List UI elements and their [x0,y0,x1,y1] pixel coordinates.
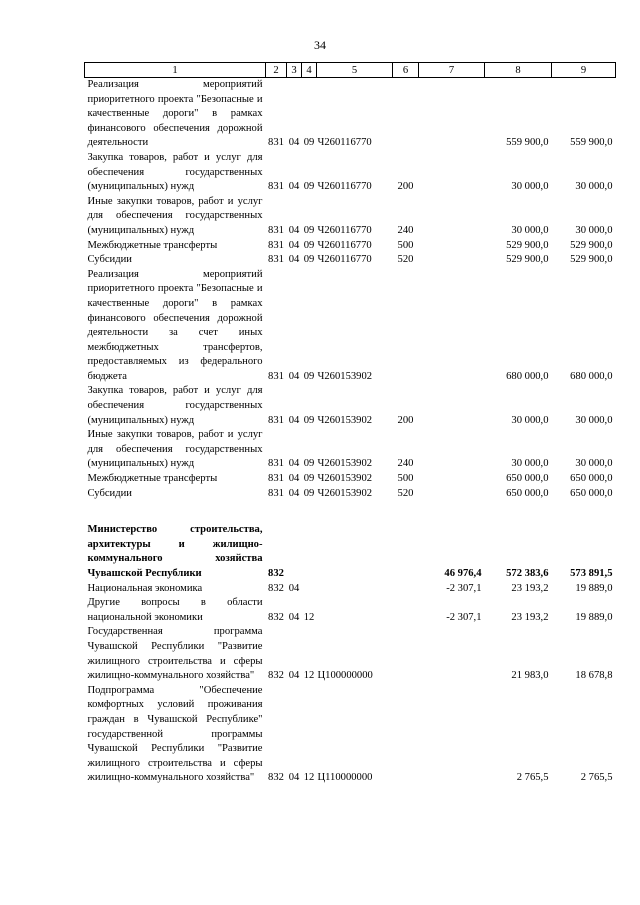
cell-rz [287,523,302,581]
cell-rz: 04 [288,473,300,485]
cell-sum-8: 572 383,6 [506,568,549,579]
cell-vr: 500 [397,239,414,251]
cell-sum-7 [419,239,485,254]
row-name: Межбюджетные трансферты [87,473,218,485]
cell-sum-8: 650 000,0 [506,487,549,499]
cell-gr: 831 [268,487,284,499]
cell-sum-9: 30 000,0 [575,458,613,470]
cell-sum-8: 529 900,0 [506,254,549,266]
cell-pr: 09 [303,458,315,470]
cell-gr: 831 [268,370,284,382]
cell-sum-7 [419,253,485,268]
cell-csr [317,523,393,581]
row-name: Субсидии [87,487,132,499]
cell-vr [393,523,419,581]
cell-pr: 09 [303,370,315,382]
cell-vr [393,684,419,786]
row-name: Закупка товаров, работ и услуг для обеспечения государственных (муниципальных) нужд [87,151,263,193]
cell-sum-7 [419,195,485,239]
header-cell: 2 [266,63,287,78]
cell-sum-8: 2 765,5 [516,772,549,784]
table-row [85,384,616,428]
cell-sum-8: 529 900,0 [506,239,549,251]
cell-rz: 04 [288,414,300,426]
cell-rz: 04 [288,611,300,623]
cell-csr: Ч260153902 [317,487,373,499]
cell-sum-8: 23 193,2 [511,582,549,594]
cell-sum-8: 30 000,0 [511,181,549,193]
spacer-row [85,501,616,523]
table-row [85,268,616,385]
cell-rz: 04 [288,582,300,594]
cell-gr: 831 [268,137,284,149]
cell-sum-9: 573 891,5 [570,568,613,579]
header-cell: 4 [302,63,317,78]
cell-sum-9: 30 000,0 [575,224,613,236]
table-row [85,684,616,786]
cell-sum-9: 559 900,0 [570,137,613,149]
cell-gr: 832 [268,568,284,579]
cell-sum-7 [419,151,485,195]
row-name: Подпрограмма "Обеспечение комфортных условий проживания граждан в Чувашской Республике" государственной программы Чувашской Республики "Развитие жилищного строительства и сферы жилищно-коммунального хозяйства" [87,684,263,784]
cell-pr: 12 [303,670,315,682]
cell-vr: 500 [397,473,414,485]
table-row [85,625,616,683]
cell-sum-9: 529 900,0 [570,239,613,251]
cell-sum-8: 21 983,0 [511,670,549,682]
cell-csr [317,596,393,625]
row-name: Государственная программа Чувашской Республики "Развитие жилищного строительства и сферы жилищно-коммунального хозяйства" [87,626,263,682]
cell-rz: 04 [288,254,300,266]
table-body [85,78,616,786]
table-row [85,582,616,597]
row-name: Субсидии [87,254,132,266]
cell-vr: 520 [397,487,414,499]
cell-rz: 04 [288,137,300,149]
cell-sum-7 [419,78,485,151]
cell-sum-8: 650 000,0 [506,473,549,485]
table-row [85,239,616,254]
cell-sum-8: 30 000,0 [511,458,549,470]
cell-csr [317,582,393,597]
cell-vr: 240 [397,458,414,470]
cell-rz: 04 [288,370,300,382]
cell-vr [393,268,419,385]
cell-vr: 200 [397,414,414,426]
cell-vr [393,78,419,151]
cell-sum-9: 19 889,0 [575,582,613,594]
cell-pr: 09 [303,181,315,193]
cell-pr: 09 [303,487,315,499]
cell-pr: 09 [303,137,315,149]
table-row [85,472,616,487]
cell-csr: Ч260153902 [317,414,373,426]
cell-sum-9: 529 900,0 [570,254,613,266]
cell-csr: Ц100000000 [317,670,373,682]
cell-rz: 04 [288,487,300,499]
page-number: 34 [314,38,326,52]
header-cell: 7 [419,63,485,78]
header-cell: 5 [317,63,393,78]
header-cell: 8 [485,63,552,78]
header-cell: 1 [85,63,266,78]
cell-sum-9: 650 000,0 [570,487,613,499]
cell-gr: 832 [268,772,284,784]
header-cell: 3 [287,63,302,78]
cell-gr: 831 [268,181,284,193]
cell-rz: 04 [288,181,300,193]
budget-table [84,62,616,786]
cell-rz: 04 [288,224,300,236]
cell-sum-7 [419,684,485,786]
cell-gr: 832 [268,611,284,623]
cell-pr [302,582,317,597]
cell-csr: Ч260116770 [317,224,372,236]
row-name: Иные закупки товаров, работ и услуг для обеспечения государственных (муниципальных) нужд [87,429,263,470]
cell-rz: 04 [288,772,300,784]
cell-vr: 200 [397,181,414,193]
cell-csr: Ч260116770 [317,254,372,266]
table-row [85,428,616,472]
cell-csr: Ч260153902 [317,458,373,470]
cell-rz: 04 [288,458,300,470]
cell-pr: 09 [303,473,315,485]
cell-rz: 04 [288,670,300,682]
cell-gr: 832 [268,582,284,594]
cell-sum-7: 46 976,4 [444,568,482,579]
cell-sum-7 [419,472,485,487]
cell-pr: 09 [303,239,315,251]
cell-sum-7 [419,384,485,428]
row-name: Межбюджетные трансферты [87,239,218,251]
cell-vr [393,596,419,625]
cell-gr: 831 [268,414,284,426]
cell-vr: 520 [397,254,414,266]
cell-csr: Ч260153902 [317,370,373,382]
cell-sum-8: 680 000,0 [506,370,549,382]
cell-vr [393,582,419,597]
table-row [85,253,616,268]
cell-sum-7: -2 307,1 [446,582,482,594]
cell-sum-7: -2 307,1 [446,611,482,623]
cell-gr: 831 [268,224,284,236]
row-name: Другие вопросы в области национальной экономики [87,597,263,623]
row-name: Иные закупки товаров, работ и услуг для обеспечения государственных (муниципальных) нужд [87,195,263,236]
cell-gr: 831 [268,458,284,470]
cell-sum-9: 30 000,0 [575,181,613,193]
cell-sum-7 [419,487,485,502]
cell-csr: Ч260116770 [317,239,372,251]
cell-gr: 832 [268,670,284,682]
row-name: Реализация мероприятий приоритетного проекта "Безопасные и качественные дороги" в рамках финансового обеспечения дорожной деятельности за счет иных межбюджетных трансфертов, предоставляемых из федерального бюджета [87,268,263,382]
cell-vr [393,625,419,683]
header-row [85,63,616,78]
cell-sum-9: 2 765,5 [580,772,613,784]
cell-sum-9: 680 000,0 [570,370,613,382]
spacer-cell [85,501,616,523]
row-name: Национальная экономика [87,582,203,594]
cell-vr: 240 [397,224,414,236]
cell-sum-8: 559 900,0 [506,137,549,149]
cell-pr: 09 [303,254,315,266]
row-name: Министерство строительства, архитектуры и жилищно-коммунального хозяйства Чувашской Республики [87,524,263,579]
cell-sum-9: 30 000,0 [575,414,613,426]
cell-pr [302,523,317,581]
cell-rz: 04 [288,239,300,251]
cell-pr: 12 [303,772,315,784]
table-row [85,487,616,502]
cell-gr: 831 [268,473,284,485]
cell-csr: Ч260116770 [317,137,372,149]
table-row [85,195,616,239]
cell-sum-9: 19 889,0 [575,611,613,623]
cell-sum-8: 30 000,0 [511,414,549,426]
table-row [85,151,616,195]
cell-csr: Ч260153902 [317,473,373,485]
cell-csr: Ч260116770 [317,181,372,193]
cell-gr: 831 [268,254,284,266]
row-name: Закупка товаров, работ и услуг для обеспечения государственных (муниципальных) нужд [87,385,263,426]
table-row [85,523,616,581]
header-cell: 6 [393,63,419,78]
cell-sum-7 [419,625,485,683]
header-cell: 9 [552,63,616,78]
cell-sum-8: 30 000,0 [511,224,549,236]
row-name: Реализация мероприятий приоритетного проекта "Безопасные и качественные дороги" в рамках финансового обеспечения дорожной деятельности [87,79,263,149]
cell-pr: 09 [303,414,315,426]
cell-sum-9: 18 678,8 [575,670,613,682]
cell-sum-7 [419,268,485,385]
cell-csr: Ц110000000 [317,772,373,784]
table-row [85,78,616,151]
cell-sum-7 [419,428,485,472]
cell-sum-8: 23 193,2 [511,611,549,623]
table-row [85,596,616,625]
cell-pr: 09 [303,224,315,236]
cell-pr: 12 [303,611,315,623]
cell-sum-9: 650 000,0 [570,473,613,485]
cell-gr: 831 [268,239,284,251]
